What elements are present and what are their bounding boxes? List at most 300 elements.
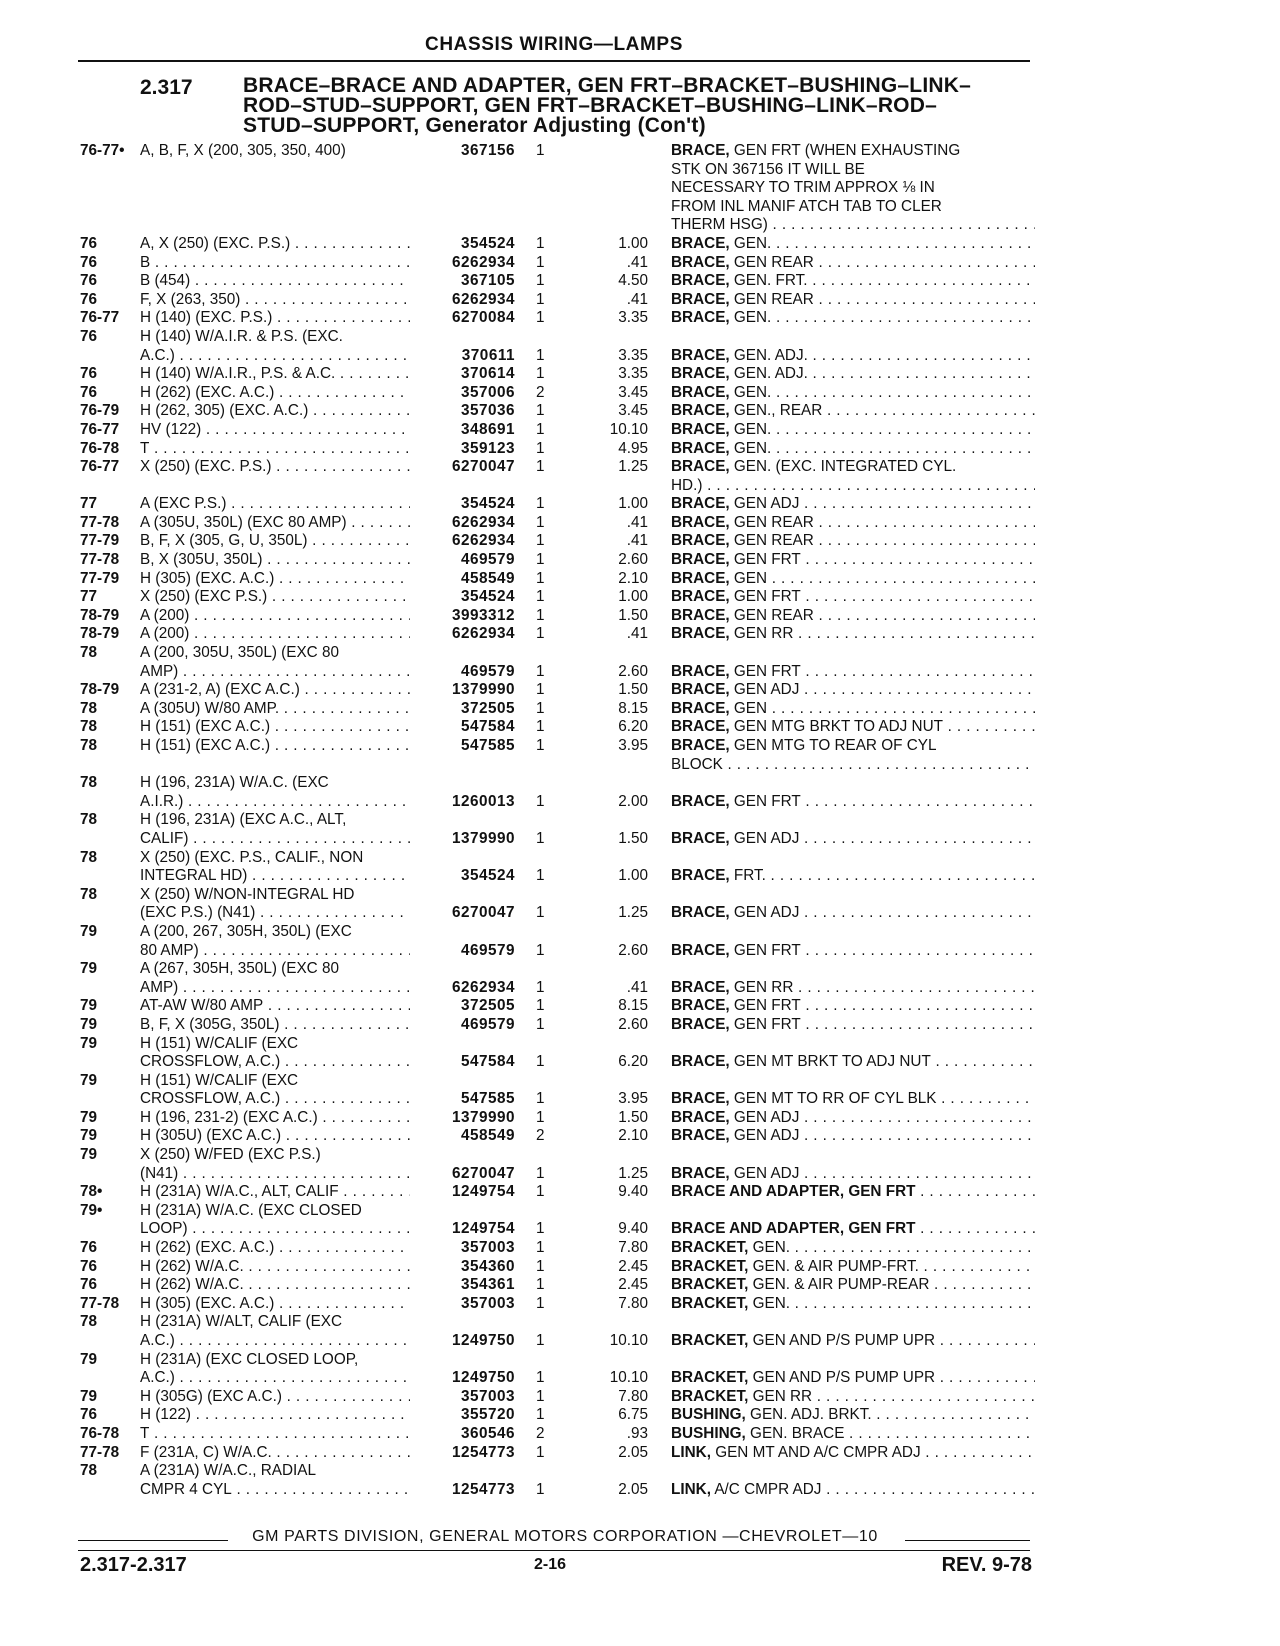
part-number-cell: 372505 xyxy=(460,699,515,717)
description-detail: GEN MT AND A/C CMPR ADJ xyxy=(710,1443,921,1461)
parts-row xyxy=(0,421,1280,440)
footer-rule xyxy=(905,1540,1030,1541)
model-cell: AMP) . . . xyxy=(140,663,410,682)
year-cell: 76 xyxy=(80,234,98,252)
description-detail: GEN FRT xyxy=(729,588,801,606)
year-cell: 78-79 xyxy=(80,625,120,643)
quantity-cell: 1 xyxy=(536,1294,545,1312)
quantity-cell: 1 xyxy=(536,997,545,1015)
year-cell: 76-78 xyxy=(80,1424,120,1442)
year-cell: 77-78 xyxy=(80,1443,120,1461)
year-cell: 78 xyxy=(80,644,98,662)
parts-row xyxy=(0,1109,1280,1128)
model-cell: H (231A) W/A.C., ALT, CALIF . . . xyxy=(140,1183,410,1202)
price-cell: 7.80 xyxy=(618,1294,648,1312)
description-cell xyxy=(671,1444,1035,1463)
description-detail: GEN ADJ xyxy=(729,681,800,699)
description-cell xyxy=(671,979,1035,998)
part-number-cell: 6262934 xyxy=(451,978,515,996)
description-cell xyxy=(671,700,1035,719)
year-cell: 76 xyxy=(80,1406,98,1424)
parts-row xyxy=(0,551,1280,570)
parts-row xyxy=(0,681,1280,700)
part-number-cell: 6270084 xyxy=(451,309,515,327)
description-detail: GEN. xyxy=(729,234,772,252)
quantity-cell: 1 xyxy=(536,402,545,420)
part-number-cell: 370614 xyxy=(460,365,515,383)
quantity-cell: 1 xyxy=(536,1108,545,1126)
description-name: BRACE, xyxy=(671,234,730,252)
description-name: BRACE, xyxy=(671,346,730,364)
section-title-line: ROD–STUD–SUPPORT, GEN FRT–BRACKET–BUSHING–LINK–ROD– xyxy=(243,94,937,117)
parts-row xyxy=(0,514,1280,533)
price-cell: 1.50 xyxy=(618,829,648,847)
description-detail: GEN. xyxy=(729,309,772,327)
description-detail: BLOCK xyxy=(671,755,723,773)
description-cell xyxy=(671,161,1035,180)
description-name: BRACE, xyxy=(671,1015,730,1033)
description-name: BUSHING, xyxy=(671,1406,746,1424)
model-cell: F (231A, C) W/A.C. . . . xyxy=(140,1444,410,1463)
parts-row xyxy=(0,718,1280,737)
price-cell: 2.05 xyxy=(618,1443,648,1461)
price-cell: 8.15 xyxy=(618,997,648,1015)
parts-row xyxy=(0,495,1280,514)
quantity-cell: 2 xyxy=(536,383,545,401)
parts-row xyxy=(0,365,1280,384)
description-cell xyxy=(671,309,1035,328)
quantity-cell: 1 xyxy=(536,1480,545,1498)
description-cell xyxy=(671,458,1035,477)
quantity-cell: 1 xyxy=(536,234,545,252)
description-cell xyxy=(671,1369,1035,1388)
parts-row xyxy=(0,1351,1280,1370)
parts-row xyxy=(0,830,1280,849)
description-cell xyxy=(671,1127,1035,1146)
model-cell: B, F, X (305G, 350L) . . . xyxy=(140,1016,410,1035)
description-cell xyxy=(671,663,1035,682)
revision-date: REV. 9-78 xyxy=(941,1554,1032,1576)
quantity-cell: 1 xyxy=(536,904,545,922)
description-detail: GEN REAR xyxy=(729,513,814,531)
part-number-cell: 547584 xyxy=(460,718,515,736)
description-detail: STK ON 367156 IT WILL BE xyxy=(671,160,865,178)
price-cell: 10.10 xyxy=(609,1332,648,1349)
parts-row xyxy=(0,942,1280,961)
price-cell: 1.25 xyxy=(618,458,648,476)
model-cell: A.C.) . . . xyxy=(140,1369,410,1388)
description-detail: A/C CMPR ADJ xyxy=(710,1480,822,1498)
model-cell: H (151) (EXC A.C.) . . . xyxy=(140,737,410,756)
description-name: BRACE, xyxy=(671,439,730,457)
part-number-cell: 1249750 xyxy=(451,1369,515,1387)
description-name: BRACE, xyxy=(671,420,730,438)
description-cell xyxy=(671,477,1035,496)
description-detail: GEN. xyxy=(729,383,772,401)
model-cell: AT-AW W/80 AMP . . . xyxy=(140,997,410,1016)
parts-row xyxy=(0,1276,1280,1295)
description-cell xyxy=(671,1425,1035,1444)
model-cell: H (305U) (EXC A.C.) . . . xyxy=(140,1127,410,1146)
year-cell: 77 xyxy=(80,588,98,606)
description-detail: NECESSARY TO TRIM APPROX ⅛ IN xyxy=(671,179,935,197)
model-cell: B (454) . . . xyxy=(140,272,410,291)
parts-row xyxy=(0,384,1280,403)
model-cell: (N41) . . . xyxy=(140,1165,410,1184)
year-cell: 78 xyxy=(80,1462,98,1480)
description-detail: GEN. (EXC. INTEGRATED CYL. xyxy=(729,458,957,476)
description-name: LINK, xyxy=(671,1480,711,1498)
part-number-cell: 458549 xyxy=(460,569,515,587)
description-detail: GEN FRT xyxy=(729,997,801,1015)
parts-row xyxy=(0,588,1280,607)
price-cell: 2.05 xyxy=(618,1480,648,1498)
description-cell xyxy=(671,1165,1035,1184)
quantity-cell: 1 xyxy=(536,588,545,606)
description-cell xyxy=(671,291,1035,310)
parts-row xyxy=(0,904,1280,923)
price-cell: 7.80 xyxy=(618,1239,648,1257)
model-cell: A (267, 305H, 350L) (EXC 80 xyxy=(140,960,339,978)
description-cell xyxy=(671,570,1035,589)
description-detail: GEN MT BRKT TO ADJ NUT xyxy=(729,1053,931,1071)
quantity-cell: 1 xyxy=(536,365,545,383)
parts-row xyxy=(0,216,1280,235)
description-cell xyxy=(671,1016,1035,1035)
description-name: BRACE, xyxy=(671,737,730,754)
description-cell xyxy=(671,1295,1035,1314)
year-cell: 76-77 xyxy=(80,420,120,438)
price-cell: 1.50 xyxy=(618,1108,648,1126)
quantity-cell: 1 xyxy=(536,142,545,159)
description-cell xyxy=(671,254,1035,273)
parts-row xyxy=(0,1406,1280,1425)
parts-row xyxy=(0,1444,1280,1463)
year-cell: 79 xyxy=(80,1015,98,1033)
description-detail: GEN FRT xyxy=(729,1015,801,1033)
description-name: BRACE, xyxy=(671,551,730,569)
description-detail: GEN. ADJ. BRKT. xyxy=(745,1406,872,1424)
parts-row xyxy=(0,1165,1280,1184)
quantity-cell: 1 xyxy=(536,253,545,271)
price-cell: 3.35 xyxy=(618,309,648,327)
parts-row xyxy=(0,570,1280,589)
parts-row xyxy=(0,347,1280,366)
model-cell: H (305) (EXC. A.C.) . . . xyxy=(140,1295,410,1314)
year-cell: 79 xyxy=(80,1127,98,1145)
description-cell xyxy=(671,1220,1035,1239)
description-cell xyxy=(671,440,1035,459)
price-cell: 2.60 xyxy=(618,662,648,680)
part-number-cell: 360546 xyxy=(460,1424,515,1442)
part-number-cell: 547584 xyxy=(460,1053,515,1071)
quantity-cell: 1 xyxy=(536,829,545,847)
year-cell: 76-77• xyxy=(80,142,125,159)
part-number-cell: 370611 xyxy=(461,346,515,364)
description-cell xyxy=(671,384,1035,403)
model-cell: A, X (250) (EXC. P.S.) . . . xyxy=(140,235,410,254)
model-cell: T . . . xyxy=(140,440,410,459)
parts-row xyxy=(0,1369,1280,1388)
description-name: BRACE, xyxy=(671,718,730,736)
part-number-cell: 6270047 xyxy=(451,1164,515,1182)
description-name: BRACKET, xyxy=(671,1257,749,1275)
part-number-cell: 354524 xyxy=(460,495,515,513)
model-cell: A (305U) W/80 AMP. . . . xyxy=(140,700,410,719)
quantity-cell: 1 xyxy=(536,625,545,643)
parts-row xyxy=(0,1332,1280,1351)
part-number-cell: 348691 xyxy=(460,420,515,438)
description-name: BRACE, xyxy=(671,588,730,606)
parts-row xyxy=(0,663,1280,682)
section-title xyxy=(243,76,1033,136)
year-cell: 76 xyxy=(80,1257,98,1275)
parts-row xyxy=(0,309,1280,328)
price-cell: 2.60 xyxy=(618,1015,648,1033)
price-cell: 3.35 xyxy=(618,365,648,383)
part-number-cell: 3993312 xyxy=(451,606,515,624)
description-cell xyxy=(671,1276,1035,1295)
model-cell: A (200, 305U, 350L) (EXC 80 xyxy=(140,644,339,662)
model-cell: (EXC P.S.) (N41) . . . xyxy=(140,904,410,923)
description-detail: GEN. xyxy=(729,439,772,457)
model-cell: H (196, 231-2) (EXC A.C.) . . . xyxy=(140,1109,410,1128)
quantity-cell: 1 xyxy=(536,1276,545,1294)
parts-row xyxy=(0,886,1280,905)
parts-row xyxy=(0,997,1280,1016)
description-detail: FROM INL MANIF ATCH TAB TO CLER xyxy=(671,197,942,215)
quantity-cell: 1 xyxy=(536,439,545,457)
parts-row xyxy=(0,1183,1280,1202)
price-cell: 6.75 xyxy=(618,1406,648,1424)
parts-row xyxy=(0,402,1280,421)
description-name: BRACE, xyxy=(671,458,730,476)
description-name: BRACKET, xyxy=(671,1369,749,1387)
parts-row xyxy=(0,1388,1280,1407)
part-number-cell: 6262934 xyxy=(451,290,515,308)
parts-row xyxy=(0,1220,1280,1239)
price-cell: 1.00 xyxy=(618,867,648,885)
model-cell: F, X (263, 350) . . . xyxy=(140,291,410,310)
description-name: BRACE, xyxy=(671,792,730,810)
description-name: BRACE, xyxy=(671,904,730,922)
running-head: CHASSIS WIRING—LAMPS xyxy=(425,34,683,55)
description-cell xyxy=(671,793,1035,812)
model-cell: H (231A) (EXC CLOSED LOOP, xyxy=(140,1350,359,1368)
description-name: BUSHING, xyxy=(671,1424,746,1442)
year-cell: 77-78 xyxy=(80,551,120,569)
quantity-cell: 1 xyxy=(536,272,545,290)
price-cell: 10.10 xyxy=(609,1369,648,1387)
parts-row xyxy=(0,291,1280,310)
parts-row xyxy=(0,272,1280,291)
footer-publisher: GM PARTS DIVISION, GENERAL MOTORS CORPORATION —CHEVROLET—10 xyxy=(252,1528,878,1545)
year-cell: 79 xyxy=(80,1146,98,1164)
description-name: BRACE, xyxy=(671,272,730,290)
parts-row xyxy=(0,1481,1280,1500)
description-detail: GEN FRT (WHEN EXHAUSTING xyxy=(729,142,961,159)
year-cell: 79 xyxy=(80,922,98,940)
description-name: BRACE, xyxy=(671,309,730,327)
description-name: BRACE AND ADAPTER, GEN FRT xyxy=(671,1220,916,1238)
description-detail: GEN., REAR xyxy=(729,402,823,420)
model-cell: H (122) . . . xyxy=(140,1406,410,1425)
price-cell: 3.35 xyxy=(618,346,648,364)
year-cell: 78• xyxy=(80,1183,103,1201)
description-detail: GEN. xyxy=(748,1239,790,1257)
model-cell: H (231A) W/ALT, CALIF (EXC xyxy=(140,1313,343,1331)
quantity-cell: 1 xyxy=(536,1369,545,1387)
quantity-cell: 1 xyxy=(536,1406,545,1424)
part-number-cell: 1379990 xyxy=(451,829,515,847)
model-cell: A (200) . . . xyxy=(140,607,410,626)
part-number-cell: 367156 xyxy=(460,142,515,159)
price-cell: 2.60 xyxy=(618,551,648,569)
model-cell: CROSSFLOW, A.C.) . . . xyxy=(140,1090,410,1109)
parts-row xyxy=(0,607,1280,626)
description-cell xyxy=(671,1481,1035,1500)
description-detail: GEN MTG BRKT TO ADJ NUT xyxy=(729,718,943,736)
parts-row xyxy=(0,1016,1280,1035)
price-cell: 1.00 xyxy=(618,588,648,606)
part-number-cell: 359123 xyxy=(460,439,515,457)
price-cell: 6.20 xyxy=(618,718,648,736)
model-cell: T . . . xyxy=(140,1425,410,1444)
parts-row xyxy=(0,198,1280,217)
description-detail: GEN RR xyxy=(729,625,794,643)
description-detail: GEN. & AIR PUMP-REAR xyxy=(748,1276,930,1294)
description-name: BRACE, xyxy=(671,253,730,271)
description-cell xyxy=(671,1258,1035,1277)
description-name: BRACE, xyxy=(671,1090,730,1108)
quantity-cell: 1 xyxy=(536,420,545,438)
price-cell: 1.50 xyxy=(618,681,648,699)
parts-row xyxy=(0,774,1280,793)
price-cell: 6.20 xyxy=(618,1053,648,1071)
description-cell xyxy=(671,402,1035,421)
page-number: 2-16 xyxy=(533,1556,567,1573)
model-cell: H (305) (EXC. A.C.) . . . xyxy=(140,570,410,589)
year-cell: 78 xyxy=(80,699,98,717)
quantity-cell: 1 xyxy=(536,681,545,699)
parts-row xyxy=(0,960,1280,979)
parts-row xyxy=(0,235,1280,254)
description-detail: GEN ADJ xyxy=(729,1127,800,1145)
model-cell: A (231A) W/A.C., RADIAL xyxy=(140,1462,316,1480)
description-detail: GEN. & AIR PUMP-FRT. xyxy=(748,1257,919,1275)
parts-row xyxy=(0,1202,1280,1221)
year-cell: 77-79 xyxy=(80,532,120,550)
price-cell: 1.00 xyxy=(618,234,648,252)
year-cell: 78 xyxy=(80,811,98,829)
year-cell: 76 xyxy=(80,290,98,308)
quantity-cell: 1 xyxy=(536,1164,545,1182)
quantity-cell: 2 xyxy=(536,1424,545,1442)
description-name: LINK, xyxy=(671,1443,711,1461)
parts-row xyxy=(0,1090,1280,1109)
description-name: BRACE, xyxy=(671,532,730,550)
description-detail: GEN FRT xyxy=(729,551,801,569)
quantity-cell: 1 xyxy=(536,551,545,569)
model-cell: B, F, X (305, G, U, 350L) . . . xyxy=(140,532,410,551)
price-cell: 1.50 xyxy=(618,606,648,624)
part-number-cell: 469579 xyxy=(460,941,515,959)
quantity-cell: 1 xyxy=(536,495,545,513)
price-cell: 1.00 xyxy=(618,495,648,513)
price-cell: 9.40 xyxy=(618,1220,648,1238)
model-cell: H (140) (EXC. P.S.) . . . xyxy=(140,309,410,328)
quantity-cell: 1 xyxy=(536,1257,545,1275)
part-number-cell: 6262934 xyxy=(451,625,515,643)
description-cell xyxy=(671,1239,1035,1258)
year-cell: 77 xyxy=(80,495,98,513)
parts-row xyxy=(0,1462,1280,1481)
description-cell xyxy=(671,867,1035,886)
year-cell: 76-77 xyxy=(80,309,120,327)
year-cell: 79 xyxy=(80,1387,98,1405)
year-cell: 77-78 xyxy=(80,1294,120,1312)
description-detail: GEN FRT xyxy=(729,792,801,810)
price-cell: .41 xyxy=(626,253,648,271)
description-cell xyxy=(671,347,1035,366)
year-cell: 79 xyxy=(80,1071,98,1089)
parts-row xyxy=(0,179,1280,198)
quantity-cell: 1 xyxy=(536,1183,545,1201)
description-name: BRACE, xyxy=(671,142,730,159)
footer-rule xyxy=(78,1540,228,1541)
price-cell: .41 xyxy=(626,625,648,643)
description-name: BRACKET, xyxy=(671,1387,749,1405)
year-cell: 79 xyxy=(80,1108,98,1126)
quantity-cell: 1 xyxy=(536,978,545,996)
description-detail: GEN. BRACE xyxy=(745,1424,845,1442)
price-cell: 1.25 xyxy=(618,904,648,922)
quantity-cell: 1 xyxy=(536,532,545,550)
parts-row xyxy=(0,700,1280,719)
description-detail: GEN ADJ xyxy=(729,904,800,922)
price-cell: 4.95 xyxy=(618,439,648,457)
quantity-cell: 1 xyxy=(536,309,545,327)
section-title-line: STUD–SUPPORT, Generator Adjusting (Con't) xyxy=(243,114,706,137)
description-cell xyxy=(671,1053,1035,1072)
price-cell: 1.25 xyxy=(618,1164,648,1182)
description-name: BRACE, xyxy=(671,569,730,587)
footer-section-range: 2.317-2.317 xyxy=(80,1554,187,1576)
model-cell: H (305G) (EXC A.C.) . . . xyxy=(140,1388,410,1407)
part-number-cell: 1254773 xyxy=(451,1443,515,1461)
model-cell: H (151) W/CALIF (EXC xyxy=(140,1071,299,1089)
quantity-cell: 1 xyxy=(536,1053,545,1071)
parts-row xyxy=(0,1258,1280,1277)
parts-row xyxy=(0,1127,1280,1146)
description-cell xyxy=(671,904,1035,923)
year-cell: 76 xyxy=(80,253,98,271)
year-cell: 76-77 xyxy=(80,458,120,476)
model-cell: AMP) . . . xyxy=(140,979,410,998)
part-number-cell: 354360 xyxy=(460,1257,515,1275)
year-cell: 76 xyxy=(80,327,98,345)
description-name: BRACE AND ADAPTER, GEN FRT xyxy=(671,1183,916,1201)
model-cell: A (231-2, A) (EXC A.C.) . . . xyxy=(140,681,410,700)
quantity-cell: 1 xyxy=(536,513,545,531)
quantity-cell: 1 xyxy=(536,1090,545,1108)
model-cell: X (250) (EXC P.S.) . . . xyxy=(140,588,410,607)
parts-row xyxy=(0,811,1280,830)
description-cell xyxy=(671,365,1035,384)
model-cell: H (262) W/A.C. . . . xyxy=(140,1258,410,1277)
description-name: BRACE, xyxy=(671,625,730,643)
description-detail: GEN ADJ xyxy=(729,1164,800,1182)
